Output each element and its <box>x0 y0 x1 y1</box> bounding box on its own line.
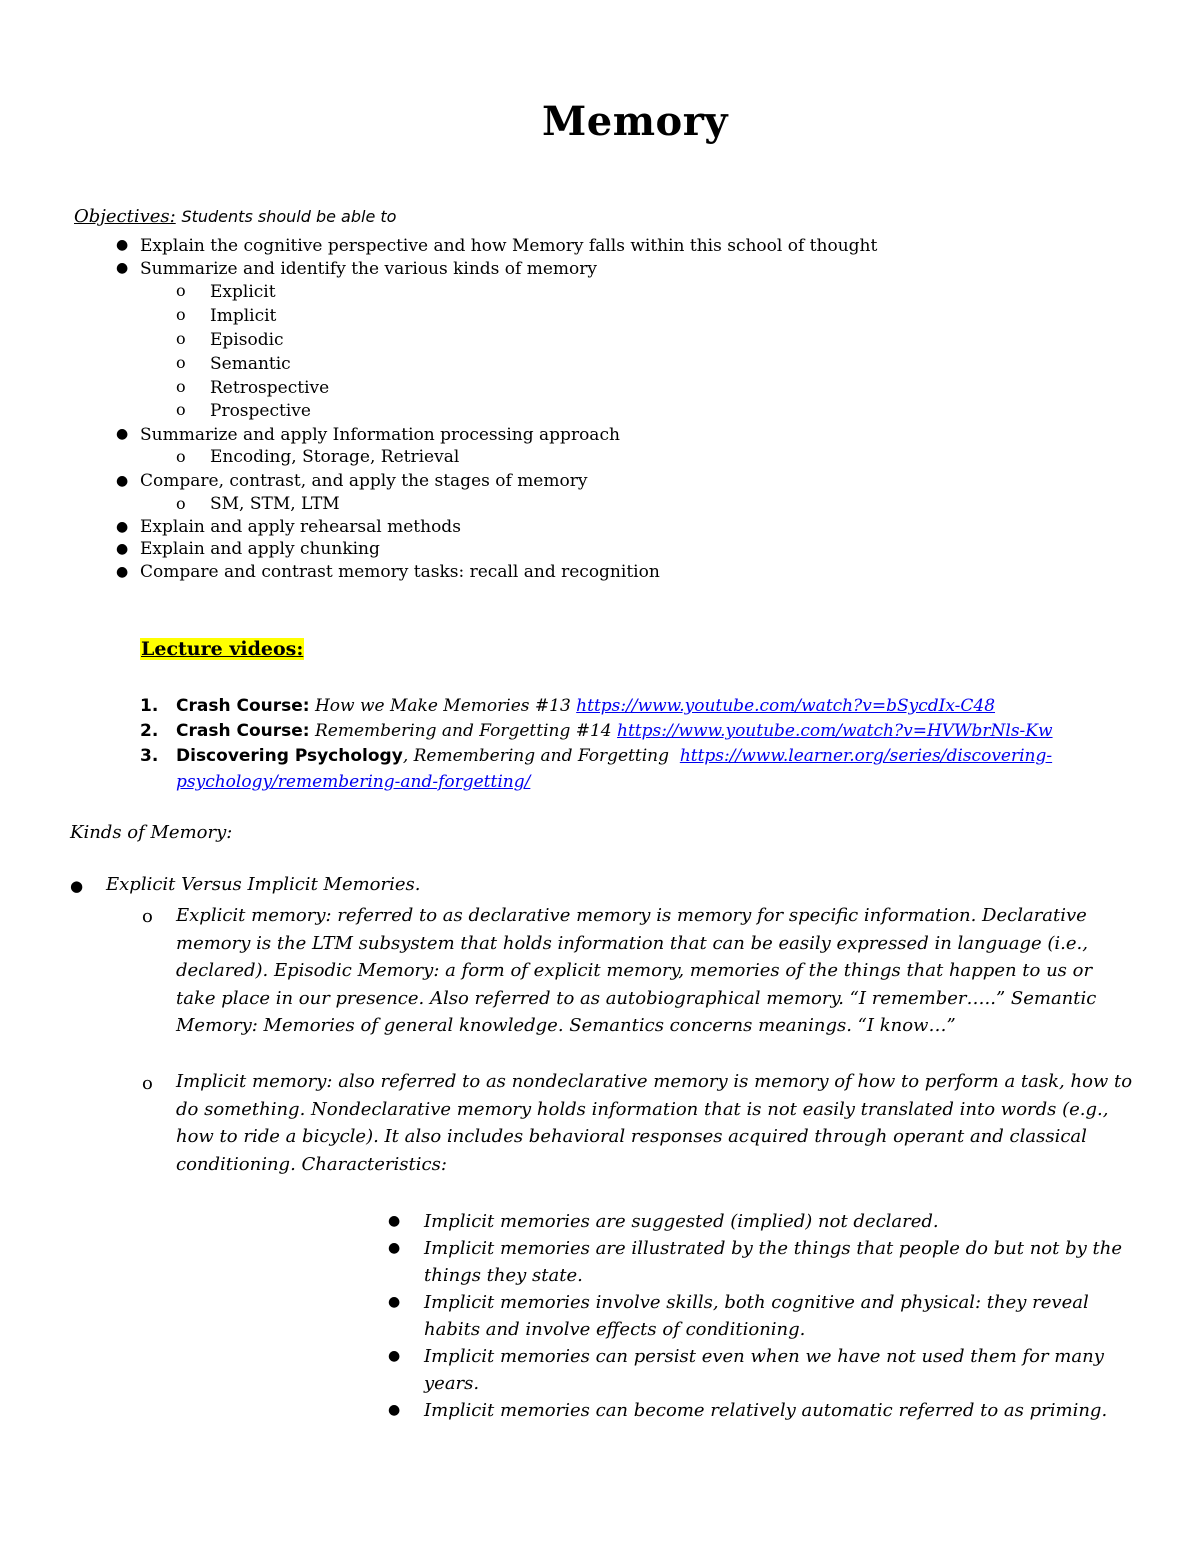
objective-item: Compare and contrast memory tasks: recall and recognition <box>140 562 660 582</box>
objective-item: Compare, contrast, and apply the stages of memory <box>140 471 588 491</box>
circle-bullet-icon: o <box>176 494 186 513</box>
video-item <box>140 694 995 719</box>
bullet-icon: ● <box>388 1213 401 1229</box>
characteristic-text: Implicit memories involve skills, both cognitive and physical: they reveal habits and involve effects of conditioning. <box>424 1292 1089 1340</box>
video-link[interactable]: https://www.youtube.com/watch?v=bSycdIx-C48 <box>576 696 996 716</box>
video-item <box>140 744 1052 769</box>
list-item <box>388 1235 1144 1289</box>
page-title: Memory <box>541 98 729 145</box>
characteristic-text: Implicit memories are illustrated by the things that people do but not by the things they state. <box>424 1238 1122 1286</box>
objective-subitem: Implicit <box>210 306 277 326</box>
video-number: 2. <box>140 721 159 741</box>
objectives-heading <box>74 206 396 227</box>
objective-item: Explain and apply chunking <box>140 539 380 559</box>
video-title: How we Make Memories #13 <box>314 696 571 716</box>
bullet-icon: ● <box>388 1240 401 1256</box>
list-item <box>388 1208 1144 1235</box>
bullet-icon: ● <box>116 473 129 489</box>
circle-bullet-icon: o <box>176 377 186 396</box>
characteristic-text: Implicit memories can persist even when we have not used them for many years. <box>424 1346 1104 1394</box>
bullet-icon: ● <box>116 426 129 442</box>
bullet-icon: ● <box>116 541 129 557</box>
objective-item: Explain the cognitive perspective and how Memory falls within this school of thought <box>140 236 878 256</box>
video-title: Remembering and Forgetting #14 <box>314 721 612 741</box>
objective-subitem: Retrospective <box>210 378 330 398</box>
objectives-label: Objectives: <box>74 206 176 227</box>
video-link[interactable]: https://www.youtube.com/watch?v=HVWbrNls-Kw <box>617 721 1053 741</box>
bullet-icon: ● <box>388 1402 401 1418</box>
explicit-memory-paragraph: Explicit memory: referred to as declarative memory is memory for specific information. Declarative memory is the LTM subsystem that holds information that can be easily expressed in language (i.e., declared). Episodic Memory: a form of explicit memory, memories of the things that happen to us or take place in our presence. Also referred to as autobiographical memory. “I remember…..” Semantic Memory: Memories of general knowledge. Semantics concerns meanings. “I know…” <box>176 905 1097 1036</box>
circle-bullet-icon: o <box>176 305 186 324</box>
video-item <box>140 719 1053 744</box>
objective-subitem: Semantic <box>210 354 291 374</box>
video-source: Discovering Psychology <box>176 746 403 766</box>
video-source: Crash Course: <box>176 696 310 716</box>
circle-bullet-icon: o <box>176 281 186 300</box>
bullet-icon: ● <box>116 519 129 535</box>
bullet-icon: ● <box>70 877 84 895</box>
implicit-characteristics-list <box>388 1208 1144 1424</box>
bullet-icon: ● <box>116 260 129 276</box>
objective-subitem: Explicit <box>210 282 276 302</box>
circle-bullet-icon: o <box>176 329 186 348</box>
list-item <box>388 1397 1144 1424</box>
video-source: Crash Course: <box>176 721 310 741</box>
bullet-icon: ● <box>388 1294 401 1310</box>
kinds-heading: Kinds of Memory: <box>70 822 233 843</box>
characteristic-text: Implicit memories are suggested (implied) not declared. <box>424 1211 939 1232</box>
bullet-icon: ● <box>116 564 129 580</box>
circle-bullet-icon: o <box>176 400 186 419</box>
circle-bullet-icon: o <box>142 906 153 927</box>
objective-item: Summarize and identify the various kinds of memory <box>140 259 597 279</box>
bullet-icon: ● <box>116 237 129 253</box>
video-link-continuation <box>176 770 530 795</box>
objective-subitem: Episodic <box>210 330 284 350</box>
objective-subitem: Encoding, Storage, Retrieval <box>210 447 460 467</box>
video-number: 1. <box>140 696 159 716</box>
characteristic-text: Implicit memories can become relatively automatic referred to as priming. <box>424 1400 1108 1421</box>
objectives-intro: Students should be able to <box>181 207 397 226</box>
objective-subitem: Prospective <box>210 401 311 421</box>
implicit-memory-paragraph: Implicit memory: also referred to as nondeclarative memory is memory of how to perform a task, how to do something. Nondeclarative memory holds information that is not easily translated into words (e.g., how to ride a bicycle). It also includes behavioral responses acquired through operant and classical conditioning. Characteristics: <box>176 1071 1133 1175</box>
explicit-vs-implicit: Explicit Versus Implicit Memories. <box>106 874 421 895</box>
objective-item: Explain and apply rehearsal methods <box>140 517 461 537</box>
objective-subitem: SM, STM, LTM <box>210 494 340 514</box>
bullet-icon: ● <box>388 1348 401 1364</box>
video-title: , Remembering and Forgetting <box>402 746 669 766</box>
circle-bullet-icon: o <box>142 1073 153 1094</box>
circle-bullet-icon: o <box>176 353 186 372</box>
objective-item: Summarize and apply Information processing approach <box>140 425 620 445</box>
video-link[interactable]: https://www.learner.org/series/discovering- <box>679 746 1053 766</box>
list-item <box>388 1289 1144 1343</box>
circle-bullet-icon: o <box>176 447 186 466</box>
video-number: 3. <box>140 746 159 766</box>
lecture-videos-heading: Lecture videos: <box>141 638 304 660</box>
video-link[interactable]: psychology/remembering-and-forgetting/ <box>176 772 531 792</box>
list-item <box>388 1343 1144 1397</box>
